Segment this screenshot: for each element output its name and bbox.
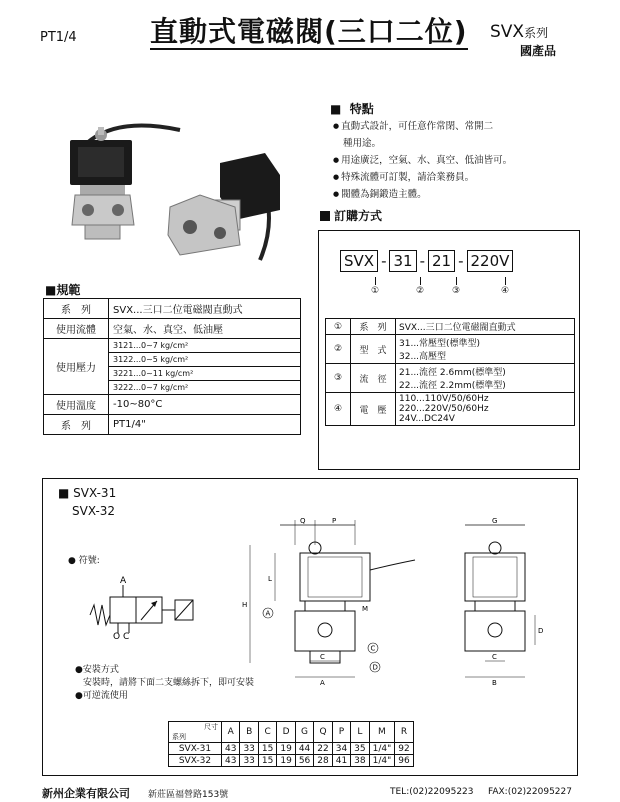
- feature-item: ● 特殊流體可訂製，請洽業務員。: [333, 169, 573, 186]
- order-value-line: 220...220V/50/60Hz: [399, 404, 489, 414]
- product-photo: [50, 95, 300, 270]
- code-dash: -: [458, 252, 464, 270]
- dim-a: A: [320, 679, 325, 687]
- spec-key: 使用壓力: [44, 339, 109, 395]
- order-row-num: [326, 364, 351, 393]
- dim-cell: 33: [240, 743, 258, 755]
- order-row: [326, 319, 575, 335]
- order-title-square: [320, 211, 330, 221]
- order-row-key: 系 列: [351, 319, 396, 335]
- symbol-label: ● 符號:: [68, 556, 100, 566]
- install-text: 安裝時，請將下面二支螺絲拆下，即可安裝: [83, 678, 255, 688]
- spec-key: 系 列: [44, 415, 109, 435]
- order-row: [326, 393, 575, 426]
- dim-cell: 22: [314, 743, 332, 755]
- order-row: [326, 335, 575, 364]
- dim-d: D: [538, 627, 544, 635]
- company-address: 新莊區福營路153號: [148, 790, 229, 800]
- order-value-line: 31...常壓型(標準型): [399, 339, 481, 349]
- series-code: SVX: [490, 22, 525, 42]
- order-code: [340, 250, 513, 272]
- order-value-line: 110...110V/50/60Hz: [399, 394, 489, 404]
- dim-cell: 19: [277, 755, 295, 767]
- circle-num: ①: [333, 321, 343, 332]
- symbol-port-a: A: [120, 576, 127, 586]
- order-title: [320, 207, 382, 224]
- dim-l: L: [268, 575, 272, 583]
- dim-p: P: [332, 517, 337, 525]
- dim-row-name: SVX-32: [169, 755, 222, 767]
- features-title: ■ 特點: [330, 102, 374, 116]
- company-tel: TEL:(02)22095223: [390, 787, 474, 797]
- code-number: ①: [370, 286, 380, 296]
- size-label: PT1/4: [40, 30, 77, 45]
- dim-cell: 38: [351, 755, 369, 767]
- spec-value: 3122...0~5 kg/cm²: [109, 353, 301, 367]
- title-underline: [150, 48, 468, 50]
- order-value-line: 32...高壓型: [399, 352, 447, 362]
- spec-value: 空氣、水、真空、低油壓: [109, 319, 301, 339]
- feature-item: ● 用途廣泛，空氣、水、真空、低油皆可。: [333, 152, 573, 169]
- dim-header: D: [277, 722, 295, 743]
- order-row: [326, 364, 575, 393]
- dim-header: B: [240, 722, 258, 743]
- circle-num: ③: [333, 373, 343, 383]
- dim-cell: 43: [222, 743, 240, 755]
- dim-header: P: [332, 722, 350, 743]
- dim-cell: 92: [395, 743, 413, 755]
- spec-key: 系 列: [44, 299, 109, 319]
- dim-cell: 44: [295, 743, 313, 755]
- spec-value: SVX...三口二位電磁閥直動式: [109, 299, 301, 319]
- code-dash: -: [419, 252, 425, 270]
- dim-corner: [169, 722, 222, 743]
- code-dash: -: [381, 252, 387, 270]
- code-number: ②: [415, 286, 425, 296]
- dim-q: Q: [300, 517, 306, 525]
- dim-header: L: [351, 722, 369, 743]
- code-tick: [420, 277, 421, 285]
- code-bore: 21: [428, 250, 455, 272]
- dim-row: [169, 755, 414, 767]
- order-value-line: 21...流徑 2.6mm(標準型): [399, 368, 506, 378]
- order-value-line: SVX...三口二位電磁閥直動式: [399, 323, 516, 333]
- valve-right-image: [168, 153, 280, 260]
- dim-c-side: C: [492, 653, 497, 661]
- dim-header: R: [395, 722, 413, 743]
- order-row-value: [396, 364, 575, 393]
- dim-corner-bottom: 系列: [172, 733, 186, 741]
- dim-cell: 96: [395, 755, 413, 767]
- dim-cell: 1/4": [369, 755, 395, 767]
- valve-left-image: [70, 126, 180, 240]
- symbol-ports-oc: O C: [113, 632, 130, 640]
- order-row-key: 電 壓: [351, 393, 396, 426]
- order-table: [325, 318, 575, 426]
- spec-title-text: 規範: [56, 283, 81, 297]
- dim-cell: 34: [332, 743, 350, 755]
- order-row-key: 流 徑: [351, 364, 396, 393]
- valve-symbol: [85, 575, 215, 640]
- dim-b: B: [492, 679, 497, 687]
- dim-h: H: [242, 601, 248, 609]
- spec-key: 使用流體: [44, 319, 109, 339]
- spec-row: [44, 339, 301, 353]
- order-row-value: [396, 319, 575, 335]
- spec-key: 使用溫度: [44, 395, 109, 415]
- order-title-text: 訂購方式: [334, 209, 383, 223]
- dim-row: [169, 743, 414, 755]
- feature-item: ● 閥體為銅鍛造主體。: [333, 186, 573, 203]
- dim-cell: 43: [222, 755, 240, 767]
- spec-title: ■規範: [45, 283, 81, 297]
- spec-value: -10~80°C: [109, 395, 301, 415]
- spec-value: 3221...0~11 kg/cm²: [109, 367, 301, 381]
- page-title: 直動式電磁閥(三口二位): [150, 15, 468, 48]
- code-tick: [375, 277, 376, 285]
- order-row-num: [326, 335, 351, 364]
- order-row-num: [326, 319, 351, 335]
- order-row-value: [396, 393, 575, 426]
- feature-item: ● 直動式設計，可任意作常閉、常開二: [333, 118, 573, 135]
- callout-c: C: [370, 644, 376, 653]
- dim-corner-top: 尺寸: [204, 723, 218, 731]
- dim-cell: 35: [351, 743, 369, 755]
- dim-cell: 1/4": [369, 743, 395, 755]
- dim-header: C: [258, 722, 276, 743]
- dim-cell: 28: [314, 755, 332, 767]
- dim-m: M: [362, 605, 369, 613]
- install-title: ●安裝方式: [75, 665, 119, 675]
- company-fax: FAX:(02)22095227: [488, 787, 572, 797]
- code-number: ④: [500, 286, 510, 296]
- dim-cell: 33: [240, 755, 258, 767]
- order-row-num: [326, 393, 351, 426]
- code-tick: [456, 277, 457, 285]
- front-view-drawing: [240, 515, 420, 690]
- dim-header: Q: [314, 722, 332, 743]
- series-label: [490, 22, 548, 42]
- dim-cell: 41: [332, 755, 350, 767]
- spec-value: PT1/4": [109, 415, 301, 435]
- dim-row-name: SVX-31: [169, 743, 222, 755]
- dim-header: A: [222, 722, 240, 743]
- code-series: SVX: [340, 250, 378, 272]
- dim-header: G: [295, 722, 313, 743]
- code-type: 31: [389, 250, 416, 272]
- circle-num: ④: [333, 404, 343, 414]
- domestic-label: 國產品: [520, 44, 557, 58]
- callout-a: A: [265, 609, 271, 618]
- order-value-line: 22...流徑 2.2mm(標準型): [399, 381, 506, 391]
- code-voltage: 220V: [467, 250, 514, 272]
- dimension-table: [168, 721, 414, 767]
- code-number: ③: [451, 286, 461, 296]
- spec-value: 3121...0~7 kg/cm²: [109, 339, 301, 353]
- dim-header: M: [369, 722, 395, 743]
- model-label: ■ SVX-31: [58, 486, 117, 500]
- dim-c: C: [320, 653, 325, 661]
- dim-cell: 15: [258, 743, 276, 755]
- dim-cell: 15: [258, 755, 276, 767]
- spec-row: [44, 299, 301, 319]
- dim-cell: 19: [277, 743, 295, 755]
- series-suffix: 系列: [524, 26, 549, 40]
- order-row-value: [396, 335, 575, 364]
- spec-value: 3222...0~7 kg/cm²: [109, 381, 301, 395]
- spec-row: [44, 415, 301, 435]
- side-view-drawing: [440, 515, 550, 690]
- features-list: [333, 118, 573, 203]
- code-tick: [505, 277, 506, 285]
- spec-table: [43, 298, 301, 435]
- order-row-key: 型 式: [351, 335, 396, 364]
- callout-d: D: [372, 663, 378, 672]
- dim-g: G: [492, 517, 498, 525]
- circle-num: ②: [333, 344, 343, 354]
- spec-row: [44, 319, 301, 339]
- model-label: SVX-32: [72, 504, 116, 518]
- features-title-text: 特點: [349, 102, 374, 116]
- order-value-line: 24V...DC24V: [399, 414, 455, 424]
- dim-cell: 56: [295, 755, 313, 767]
- feature-item: 種用途。: [343, 138, 382, 149]
- install-notes: [75, 664, 254, 703]
- company-name: 新州企業有限公司: [42, 787, 130, 800]
- spec-row: [44, 395, 301, 415]
- reversible-note: ●可逆流使用: [75, 691, 128, 701]
- dim-header-row: [169, 722, 414, 743]
